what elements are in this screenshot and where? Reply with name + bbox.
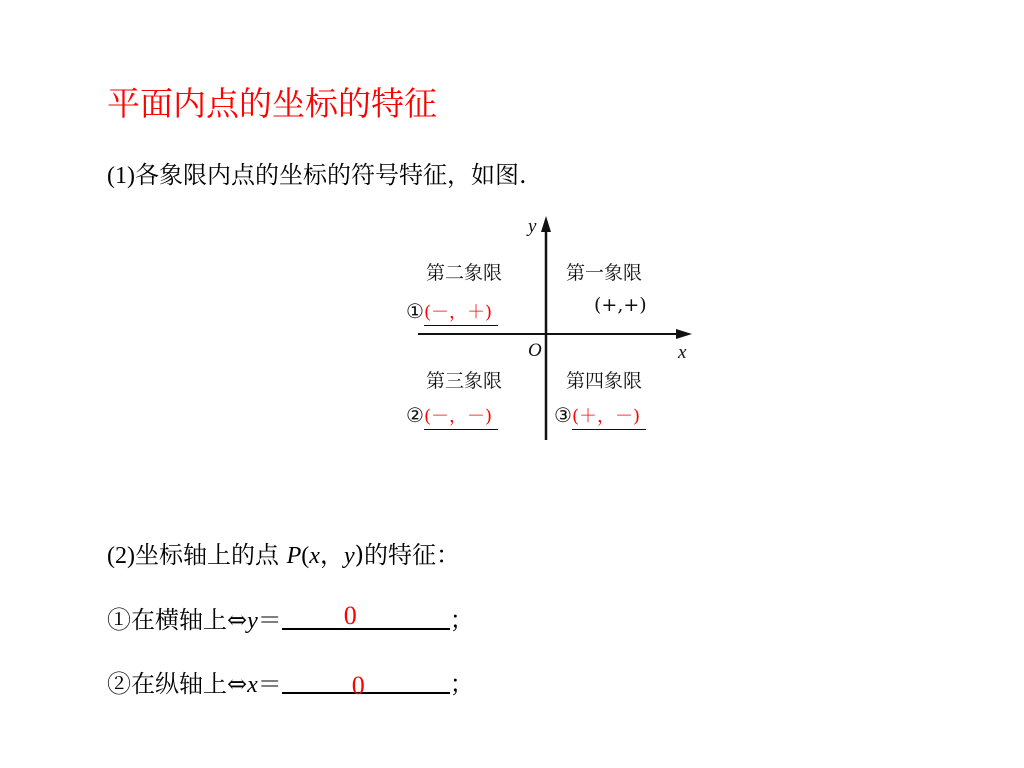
item1-equals: ＝ <box>257 606 282 634</box>
quadrant-1-label: 第一象限 <box>566 262 643 284</box>
part1-text: 各象限内点的坐标的符号特征，如图. <box>134 161 527 189</box>
part1-label: (1) <box>107 163 135 189</box>
quadrant-4-answer <box>554 402 646 430</box>
point-variable: P <box>286 543 302 569</box>
quadrant-3-label: 第三象限 <box>426 370 503 392</box>
comma: ， <box>319 541 344 569</box>
y-variable: y <box>343 543 355 569</box>
marker-1: ① <box>406 299 424 323</box>
item1-marker: ① <box>107 606 131 634</box>
item2-variable: x <box>247 672 258 698</box>
paren-open: ( <box>301 543 310 569</box>
quadrant-diagram <box>400 210 700 450</box>
item2-line <box>107 664 474 699</box>
x-axis-arrow <box>676 329 692 339</box>
item1-end: ； <box>449 606 474 634</box>
answer-3: (＋，－) <box>572 402 646 430</box>
item1-blank <box>282 601 450 630</box>
x-axis-label: x <box>678 342 687 363</box>
quadrant-3-answer <box>406 402 498 430</box>
item1-variable: y <box>247 608 258 634</box>
x-variable: x <box>309 543 320 569</box>
item2-end: ； <box>449 670 474 698</box>
item2-text: 在纵轴上⇔ <box>131 670 248 698</box>
marker-3: ③ <box>554 403 572 427</box>
quadrant-1-sign: (+,+) <box>594 294 647 316</box>
part2-text-b: )的特征： <box>354 541 460 569</box>
y-axis-label: y <box>528 216 537 237</box>
origin-label: O <box>528 340 542 361</box>
page-title: 平面内点的坐标的特征 <box>107 84 437 123</box>
item1-line <box>107 600 474 635</box>
answer-1: (－，＋) <box>424 298 498 326</box>
quadrant-2-answer <box>406 298 498 326</box>
part1-line <box>107 155 527 190</box>
item2-answer: 0 <box>351 671 365 700</box>
answer-2: (－，－) <box>424 402 498 430</box>
part2-label: (2) <box>107 543 135 569</box>
y-axis-arrow <box>541 216 551 232</box>
item1-text: 在横轴上⇔ <box>131 606 248 634</box>
item2-marker: ② <box>107 670 131 698</box>
item1-answer: 0 <box>343 601 357 630</box>
item2-equals: ＝ <box>257 670 282 698</box>
quadrant-2-label: 第二象限 <box>426 262 503 284</box>
part2-text-a: 坐标轴上的点 <box>134 541 287 569</box>
item2-blank <box>282 668 450 700</box>
quadrant-4-label: 第四象限 <box>566 370 643 392</box>
marker-2: ② <box>406 403 424 427</box>
part2-line <box>107 535 460 570</box>
